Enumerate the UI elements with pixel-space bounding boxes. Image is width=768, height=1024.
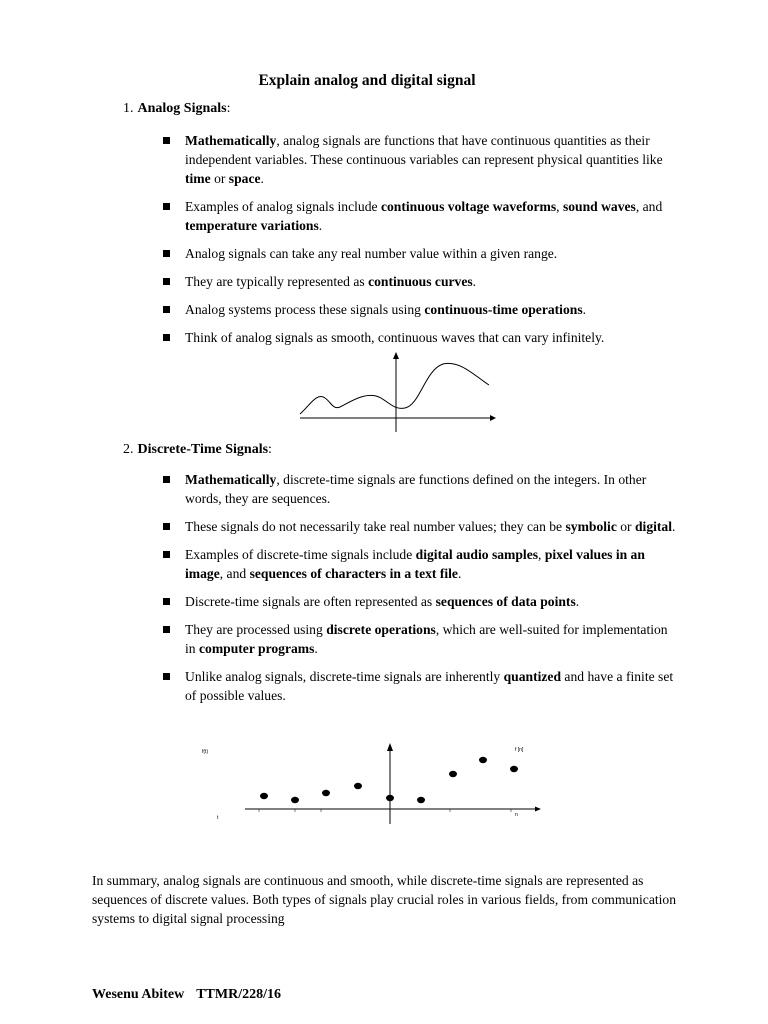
text-run: . [575, 594, 580, 609]
data-point [291, 797, 299, 803]
section-number: 2. [123, 442, 134, 457]
text-run: . [472, 274, 477, 289]
bullet-item [160, 470, 680, 508]
data-point [322, 790, 330, 796]
bullet-text [185, 199, 662, 233]
bold-term: digital audio samples [415, 547, 539, 562]
text-run: , which are well-suited for implementation in [185, 622, 668, 656]
text-run: . [260, 171, 264, 186]
footer-id: TTMR/228/16 [196, 987, 281, 1002]
bullet-text [185, 594, 579, 609]
bullet-square-icon [163, 137, 170, 144]
footer [92, 987, 293, 1003]
text-run: Examples of discrete-time signals include [185, 547, 416, 562]
left-function-label: f(t) [202, 749, 209, 755]
data-point [510, 766, 518, 772]
section-heading-discrete [123, 442, 272, 458]
bullet-item [160, 545, 680, 583]
text-run: . [582, 302, 587, 317]
text-run: They are typically represented as [185, 274, 369, 289]
analog-curve [300, 363, 489, 414]
bold-term: symbolic [565, 519, 617, 534]
section-suffix: : [268, 442, 272, 457]
text-run: . [672, 519, 676, 534]
bullet-item [160, 131, 680, 188]
text-run: , analog signals are functions that have continuous quantities as their independent variables. These continuous variables can represent physical quantities like [185, 133, 663, 167]
text-run: , [556, 199, 563, 214]
right-function-label: f [n] [515, 747, 524, 753]
text-run: and have a finite set of possible values. [185, 669, 674, 703]
analog-bullet-list [160, 131, 680, 347]
bullet-text [185, 547, 645, 581]
bold-term: Mathematically [185, 472, 277, 487]
text-run: Analog signals can take any real number value within a given range. [185, 246, 558, 261]
text-run: They are processed using [185, 622, 327, 637]
bullet-square-icon [163, 523, 170, 530]
bullet-square-icon [163, 598, 170, 605]
summary-paragraph: In summary, analog signals are continuous and smooth, while discrete-time signals are represented as sequences of discrete values. Both types of signals play crucial roles in various fields, from communication systems to digital signal processing [92, 873, 677, 926]
x-axis-arrow-icon [535, 807, 541, 812]
bullet-square-icon [163, 551, 170, 558]
bullet-item [160, 620, 680, 658]
bold-term: pixel values in an image [185, 547, 645, 581]
discrete-bullet-list [160, 470, 680, 705]
bold-term: Mathematically [185, 133, 277, 148]
footer-author: Wesenu Abitew [92, 987, 185, 1002]
x-axis-arrow-icon [490, 415, 496, 421]
bullet-square-icon [163, 250, 170, 257]
text-run: These signals do not necessarily take real number values; they can be [185, 519, 566, 534]
bullet-text [185, 519, 675, 534]
bullet-text [185, 133, 663, 186]
bold-term: discrete operations [326, 622, 436, 637]
bullet-square-icon [163, 278, 170, 285]
bullet-square-icon [163, 476, 170, 483]
bold-term: sequences of characters in a text file [249, 566, 458, 581]
bullet-square-icon [163, 673, 170, 680]
text-run: . [318, 218, 323, 233]
bold-term: time [185, 171, 211, 186]
bullet-text [185, 274, 476, 289]
section-suffix: : [226, 101, 231, 116]
data-point [479, 757, 487, 763]
bullet-item [160, 517, 680, 536]
data-point [449, 771, 457, 777]
text-run: Think of analog signals as smooth, continuous waves that can vary infinitely. [185, 330, 605, 345]
text-run: or [616, 519, 635, 534]
bold-term: digital [634, 519, 672, 534]
bullet-text [185, 472, 646, 506]
bold-term: computer programs [198, 641, 315, 656]
bullet-square-icon [163, 306, 170, 313]
bullet-text [185, 330, 604, 345]
section-number: 1. [123, 101, 134, 116]
section-title: Analog Signals [137, 101, 227, 116]
left-axis-label: t [217, 815, 219, 821]
bold-term: continuous-time operations [424, 302, 583, 317]
bullet-text [185, 622, 668, 656]
text-run: Analog systems process these signals using [185, 302, 425, 317]
bold-term: sequences of data points [435, 594, 576, 609]
y-axis-arrow-icon [387, 743, 393, 751]
text-run: . [457, 566, 462, 581]
text-run: Examples of analog signals include [185, 199, 381, 214]
data-point [260, 793, 268, 799]
data-point [354, 783, 362, 789]
bold-term: space [228, 171, 261, 186]
bullet-text [185, 669, 673, 703]
bullet-item [160, 197, 680, 235]
bold-term: sound waves [562, 199, 636, 214]
bold-term: continuous curves [368, 274, 473, 289]
document-title: Explain analog and digital signal [258, 72, 476, 89]
section-heading-analog [123, 101, 230, 117]
text-run: or [210, 171, 229, 186]
analog-signal-figure [295, 350, 500, 435]
discrete-signal-figure [195, 740, 550, 830]
text-run: . [314, 641, 318, 656]
bullet-item [160, 272, 680, 291]
bullet-item [160, 328, 680, 347]
text-run: , and [635, 199, 663, 214]
bullet-square-icon [163, 203, 170, 210]
text-run: Unlike analog signals, discrete-time signals are inherently [185, 669, 504, 684]
bullet-text [185, 246, 557, 261]
y-axis-arrow-icon [393, 352, 399, 359]
section-title: Discrete-Time Signals [137, 442, 269, 457]
right-axis-label: n [515, 812, 518, 818]
bullet-item [160, 592, 680, 611]
bold-term: continuous voltage waveforms [380, 199, 557, 214]
text-run: , and [219, 566, 250, 581]
text-run: , discrete-time signals are functions defined on the integers. In other words, they are sequences. [185, 472, 647, 506]
bold-term: temperature variations [185, 218, 319, 233]
data-point [417, 797, 425, 803]
bullet-text [185, 302, 586, 317]
data-point [386, 795, 394, 801]
bullet-item [160, 667, 680, 705]
bullet-item [160, 244, 680, 263]
text-run: , [538, 547, 545, 562]
bullet-square-icon [163, 334, 170, 341]
text-run: Discrete-time signals are often represented as [185, 594, 436, 609]
bullet-item [160, 300, 680, 319]
bullet-square-icon [163, 626, 170, 633]
bold-term: quantized [503, 669, 562, 684]
